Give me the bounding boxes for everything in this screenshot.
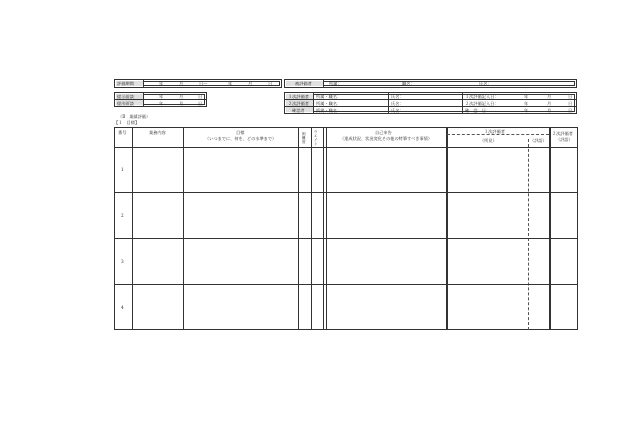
col-divider-self-right (446, 127, 448, 330)
confirmer-name: 氏名： (391, 108, 404, 113)
first-evaluator-year: 年 (524, 94, 529, 99)
col-divider-task (183, 127, 184, 330)
first-evaluator-name: 氏名： (391, 94, 404, 99)
row-number-2: 2 (121, 213, 124, 218)
confirmer-day: 日 (568, 108, 573, 113)
second-evaluator-day: 日 (568, 101, 573, 106)
section-title: （Ⅱ 業績評価） (118, 114, 151, 119)
col-header-difficulty: 困難度 (302, 132, 306, 144)
confirmer-year: 年 (524, 108, 529, 113)
col-header-self-sub: （達成状況、状況変化その他の特筆すべき事情） (340, 136, 433, 141)
row-number-4: 4 (121, 305, 124, 310)
date-submission-day: 日 (198, 101, 203, 106)
confirmer-dept: 所属・職名： (316, 108, 342, 113)
first-evaluator-header-divider (447, 134, 549, 135)
period-to-day: 日 (268, 81, 273, 86)
col-divider-goal (298, 127, 299, 330)
date-label-presentation: 提示面談 (117, 94, 134, 99)
evaluators-row-divider-2 (285, 106, 576, 107)
row-number-3: 3 (121, 259, 124, 264)
date-presentation-month: 月 (179, 94, 184, 99)
period-to-month: 月 (248, 81, 253, 86)
row-divider-1 (114, 192, 578, 193)
row-number-1: 1 (121, 167, 124, 172)
section-subtitle: 【１ 目標】 (114, 120, 140, 125)
row-divider-3 (114, 284, 578, 285)
evaluators-entry-divider (462, 93, 463, 113)
col-header-first-comment: （所見） (480, 138, 497, 143)
second-evaluator-name: 氏名： (391, 101, 404, 106)
second-evaluator-entry: ２次評価記入日： (465, 101, 499, 106)
first-evaluator-dept: 所属・職名： (316, 94, 342, 99)
second-evaluator-label: ２次評価者 (288, 101, 309, 106)
evaluators-row-divider-1 (285, 99, 576, 100)
evaluators-name-divider (388, 93, 389, 113)
second-evaluator-dept: 所属・職名： (316, 101, 342, 106)
col-header-self-title: 自己申告 (375, 130, 392, 135)
col-divider-first-end (549, 127, 551, 330)
col-header-goal-title: 目標 (236, 130, 245, 135)
first-evaluator-label: １次評価者 (288, 94, 309, 99)
evaluators-label-divider (313, 93, 314, 113)
row-divider-2 (114, 238, 578, 239)
date-submission-year: 年 (159, 101, 164, 106)
period-from-year: 年 (159, 81, 164, 86)
second-evaluator-year: 年 (524, 101, 529, 106)
date-label-submission: 提出面談 (117, 101, 134, 106)
col-header-goal-sub: （いつまでに、何を、どの水準まで） (205, 136, 277, 141)
col-divider-no (132, 127, 133, 330)
col-header-task: 業務内容 (149, 130, 166, 135)
col-header-no: 番号 (118, 130, 127, 135)
first-evaluator-month: 月 (547, 94, 552, 99)
period-label-divider (143, 80, 144, 87)
confirmer-month: 月 (547, 108, 552, 113)
col-header-second-sub: （評語） (556, 137, 573, 142)
col-divider-weight (323, 127, 324, 330)
evaluatee-label-divider (323, 80, 324, 87)
col-header-first-title: １次評価者 (484, 129, 505, 134)
period-label: 評価期間 (117, 81, 134, 86)
date-presentation-year: 年 (159, 94, 164, 99)
second-evaluator-month: 月 (547, 101, 552, 106)
evaluatee-box (284, 79, 577, 88)
evaluatee-dept-label: 所属： (329, 81, 342, 86)
date-presentation-day: 日 (198, 94, 203, 99)
col-divider-self-left (326, 127, 327, 330)
date-submission-month: 月 (179, 101, 184, 106)
period-from-day: 日～ (199, 81, 208, 86)
evaluatee-position-label: 職名： (402, 81, 415, 86)
col-header-first-score: （評語） (530, 138, 547, 143)
first-evaluator-day: 日 (568, 94, 573, 99)
dates-row-divider (115, 99, 206, 100)
confirmer-entry: 確 認 日： (465, 108, 491, 113)
col-header-second-title: ２次評価者 (552, 131, 573, 136)
confirmer-label: 確認者 (292, 108, 305, 113)
first-evaluator-entry: １次評価記入日： (465, 94, 499, 99)
period-from-month: 月 (179, 81, 184, 86)
col-divider-first-score (528, 139, 529, 330)
evaluatee-label: 被評価者 (295, 81, 312, 86)
evaluatee-name-label: 氏名： (479, 81, 492, 86)
col-divider-difficulty (311, 127, 312, 330)
col-header-weight: ウエイト (314, 130, 318, 146)
period-to-year: 年 (228, 81, 233, 86)
